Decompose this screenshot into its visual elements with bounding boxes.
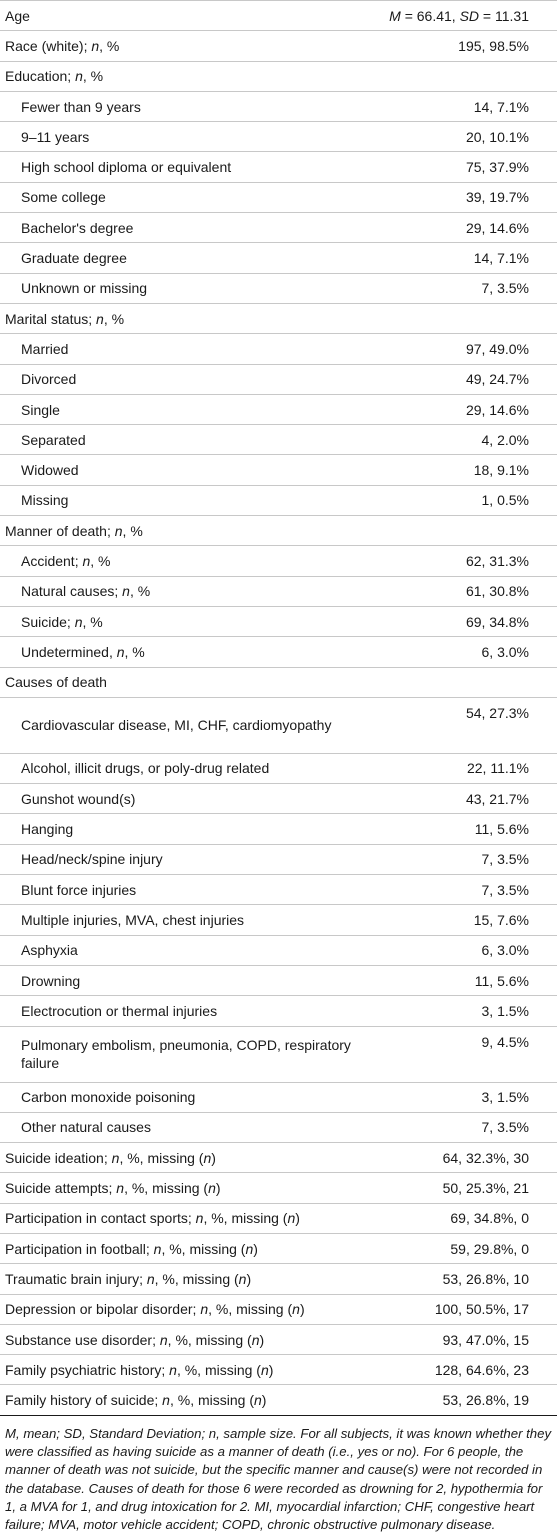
row-label: Some college — [0, 182, 375, 212]
row-label: Electrocution or thermal injuries — [0, 996, 375, 1026]
row-value: 59, 29.8%, 0 — [375, 1233, 557, 1263]
row-label: Race (white); n, % — [0, 31, 375, 61]
table-row — [0, 91, 557, 121]
row-label: Single — [0, 394, 375, 424]
table-row — [0, 152, 557, 182]
row-label: Carbon monoxide poisoning — [0, 1082, 375, 1112]
row-label: Graduate degree — [0, 243, 375, 273]
row-label: Pulmonary embolism, pneumonia, COPD, respiratory failure — [0, 1026, 375, 1082]
row-label: Head/neck/spine injury — [0, 844, 375, 874]
row-value: 7, 3.5% — [375, 875, 557, 905]
row-value: 61, 30.8% — [375, 576, 557, 606]
table-row — [0, 996, 557, 1026]
row-value: 9, 4.5% — [375, 1026, 557, 1082]
row-label: Bachelor's degree — [0, 213, 375, 243]
row-value: 62, 31.3% — [375, 546, 557, 576]
row-value: 4, 2.0% — [375, 425, 557, 455]
row-value: 97, 49.0% — [375, 334, 557, 364]
table-row — [0, 1, 557, 31]
row-label: Participation in contact sports; n, %, missing (n) — [0, 1203, 375, 1233]
row-label: Family psychiatric history; n, %, missing (n) — [0, 1355, 375, 1385]
row-label: Divorced — [0, 364, 375, 394]
table-footnote: M, mean; SD, Standard Deviation; n, sample size. For all subjects, it was known whether they were classified as having suicide as a manner of death (i.e., yes or no). For 6 people, the manner of death was not suicide, but the specific manner and cause(s) were not recorded in the database. Causes of death for those 6 were recorded as drowning for 2, hypothermia for 1, a MVA for 1, and drug intoxication for 2. MI, myocardial infarction; CHF, congestive heart failure; MVA, motor vehicle accident; COPD, chronic obstructive pulmonary disease. — [5, 1425, 552, 1533]
row-label: Separated — [0, 425, 375, 455]
row-label: Depression or bipolar disorder; n, %, missing (n) — [0, 1294, 375, 1324]
table-row — [0, 1385, 557, 1415]
row-value: 1, 0.5% — [375, 485, 557, 515]
row-label: 9–11 years — [0, 122, 375, 152]
table-row — [0, 1264, 557, 1294]
row-label: Suicide attempts; n, %, missing (n) — [0, 1173, 375, 1203]
row-value: 3, 1.5% — [375, 996, 557, 1026]
row-label: Multiple injuries, MVA, chest injuries — [0, 905, 375, 935]
row-value: 49, 24.7% — [375, 364, 557, 394]
table-row — [0, 1355, 557, 1385]
table-row — [0, 273, 557, 303]
table-row — [0, 875, 557, 905]
row-value: 7, 3.5% — [375, 273, 557, 303]
row-label: Suicide; n, % — [0, 606, 375, 636]
row-label: Fewer than 9 years — [0, 91, 375, 121]
table-row — [0, 394, 557, 424]
table-row — [0, 606, 557, 636]
table-row — [0, 1324, 557, 1354]
table-row — [0, 334, 557, 364]
table-row — [0, 1203, 557, 1233]
row-value: 6, 3.0% — [375, 637, 557, 667]
row-value: 64, 32.3%, 30 — [375, 1143, 557, 1173]
table-row — [0, 576, 557, 606]
row-value — [375, 667, 557, 697]
table-row — [0, 1173, 557, 1203]
table-row — [0, 1026, 557, 1082]
table-row — [0, 182, 557, 212]
row-label: Blunt force injuries — [0, 875, 375, 905]
row-value: 75, 37.9% — [375, 152, 557, 182]
row-label: Substance use disorder; n, %, missing (n) — [0, 1324, 375, 1354]
row-label: Cardiovascular disease, MI, CHF, cardiomyopathy — [0, 697, 375, 753]
row-label: Missing — [0, 485, 375, 515]
row-value: 93, 47.0%, 15 — [375, 1324, 557, 1354]
table-row — [0, 61, 557, 91]
row-label: Education; n, % — [0, 61, 375, 91]
table-row — [0, 784, 557, 814]
row-label: Married — [0, 334, 375, 364]
row-value: 69, 34.8% — [375, 606, 557, 636]
table-row — [0, 1112, 557, 1142]
row-value: 195, 98.5% — [375, 31, 557, 61]
row-value: 69, 34.8%, 0 — [375, 1203, 557, 1233]
row-label: Causes of death — [0, 667, 375, 697]
table-row — [0, 425, 557, 455]
row-value: 3, 1.5% — [375, 1082, 557, 1112]
row-label: Drowning — [0, 965, 375, 995]
table-row — [0, 814, 557, 844]
row-label: Manner of death; n, % — [0, 516, 375, 546]
row-value: 11, 5.6% — [375, 814, 557, 844]
row-value — [375, 61, 557, 91]
row-value: M = 66.41, SD = 11.31 — [375, 1, 557, 31]
table-row — [0, 697, 557, 753]
row-value: 100, 50.5%, 17 — [375, 1294, 557, 1324]
row-value: 53, 26.8%, 19 — [375, 1385, 557, 1415]
table-row — [0, 1143, 557, 1173]
row-value: 128, 64.6%, 23 — [375, 1355, 557, 1385]
row-value: 29, 14.6% — [375, 213, 557, 243]
table-row — [0, 455, 557, 485]
row-label: Gunshot wound(s) — [0, 784, 375, 814]
row-label: Other natural causes — [0, 1112, 375, 1142]
row-label: Undetermined, n, % — [0, 637, 375, 667]
table-row — [0, 546, 557, 576]
row-label: Age — [0, 1, 375, 31]
row-label: Unknown or missing — [0, 273, 375, 303]
row-label: Alcohol, illicit drugs, or poly-drug related — [0, 753, 375, 783]
row-label: Marital status; n, % — [0, 303, 375, 333]
table-row — [0, 753, 557, 783]
table-row — [0, 1233, 557, 1263]
table-row — [0, 31, 557, 61]
row-label: Family history of suicide; n, %, missing (n) — [0, 1385, 375, 1415]
row-value: 14, 7.1% — [375, 243, 557, 273]
row-label: Asphyxia — [0, 935, 375, 965]
row-value: 14, 7.1% — [375, 91, 557, 121]
row-value: 7, 3.5% — [375, 1112, 557, 1142]
row-value: 22, 11.1% — [375, 753, 557, 783]
row-label: Hanging — [0, 814, 375, 844]
row-value — [375, 516, 557, 546]
row-label: Participation in football; n, %, missing (n) — [0, 1233, 375, 1263]
row-label: Natural causes; n, % — [0, 576, 375, 606]
row-value: 29, 14.6% — [375, 394, 557, 424]
row-value: 11, 5.6% — [375, 965, 557, 995]
table-row — [0, 1082, 557, 1112]
row-value: 54, 27.3% — [375, 697, 557, 753]
table-row — [0, 303, 557, 333]
table-row — [0, 965, 557, 995]
table-row — [0, 364, 557, 394]
table-row — [0, 485, 557, 515]
row-value: 15, 7.6% — [375, 905, 557, 935]
table-row — [0, 667, 557, 697]
row-label: High school diploma or equivalent — [0, 152, 375, 182]
table-row — [0, 935, 557, 965]
row-value: 6, 3.0% — [375, 935, 557, 965]
row-label: Widowed — [0, 455, 375, 485]
row-value: 7, 3.5% — [375, 844, 557, 874]
row-value: 20, 10.1% — [375, 122, 557, 152]
table-body — [0, 1, 557, 1416]
row-label: Traumatic brain injury; n, %, missing (n) — [0, 1264, 375, 1294]
row-value: 50, 25.3%, 21 — [375, 1173, 557, 1203]
table-row — [0, 213, 557, 243]
table-row — [0, 516, 557, 546]
table-row — [0, 905, 557, 935]
row-value: 53, 26.8%, 10 — [375, 1264, 557, 1294]
row-label: Accident; n, % — [0, 546, 375, 576]
table-row — [0, 243, 557, 273]
table-row — [0, 637, 557, 667]
row-value: 43, 21.7% — [375, 784, 557, 814]
table-row — [0, 844, 557, 874]
table-row — [0, 1294, 557, 1324]
row-label: Suicide ideation; n, %, missing (n) — [0, 1143, 375, 1173]
row-value: 39, 19.7% — [375, 182, 557, 212]
table-row — [0, 122, 557, 152]
row-value: 18, 9.1% — [375, 455, 557, 485]
row-value — [375, 303, 557, 333]
